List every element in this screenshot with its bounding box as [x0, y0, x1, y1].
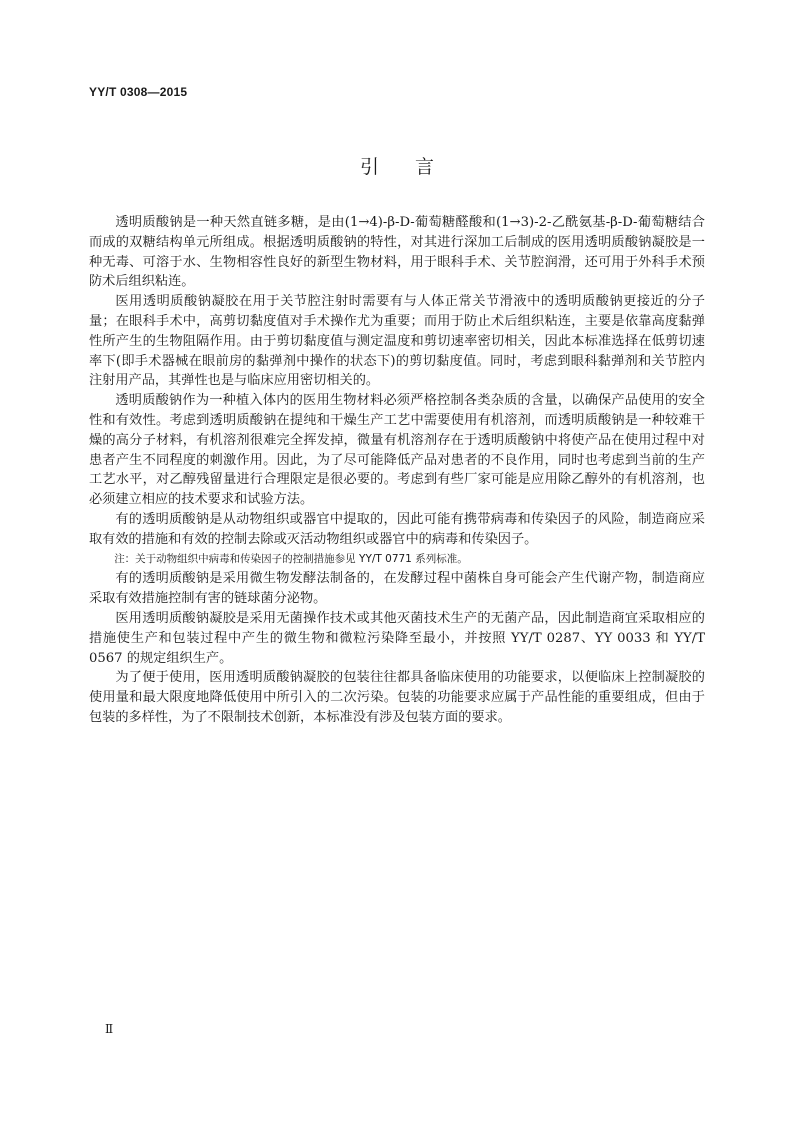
paragraph-5: 有的透明质酸钠是采用微生物发酵法制备的，在发酵过程中菌株自身可能会产生代谢产物，制造商应采取有效措施控制有害的链球菌分泌物。 [89, 571, 705, 607]
page-number: Ⅱ [105, 1022, 114, 1036]
paragraph-4: 有的透明质酸钠是从动物组织或器官中提取的，因此可能有携带病毒和传染因子的风险，制造商应采取有效的措施和有效的控制去除或灭活动物组织或器官中的病毒和传染因子。 [89, 511, 705, 547]
paragraph-6: 医用透明质酸钠凝胶是采用无菌操作技术或其他灭菌技术生产的无菌产品，因此制造商宜采取相应的措施使生产和包装过程中产生的微生物和微粒污染降至最小，并按照 YY/T 0287、YY 0033 和 YY/T 0567 的规定组织生产。 [89, 610, 705, 666]
document-body [89, 213, 705, 728]
note: 注：关于动物组织中病毒和传染因子的控制措施参见 YY/T 0771 系列标准。 [114, 552, 468, 565]
page-title: 引言 [359, 156, 470, 178]
document-code: YY/T 0308—2015 [89, 85, 188, 99]
paragraph-2: 医用透明质酸钠凝胶在用于关节腔注射时需要有与人体正常关节滑液中的透明质酸钠更接近的分子量；在眼科手术中，高剪切黏度值对手术操作尤为重要；而用于防止术后组织粘连，主要是依靠高度黏弹性所产生的生物阻隔作用。由于剪切黏度值与测定温度和剪切速率密切相关，因此本标准选择在低剪切速率下(即手术器械在眼前房的黏弹剂中操作的状态下)的剪切黏度值。同时，考虑到眼科黏弹剂和关节腔内注射用产品，其弹性也是与临床应用密切相关的。 [89, 294, 705, 389]
paragraph-7: 为了便于使用，医用透明质酸钠凝胶的包装往往都具备临床使用的功能要求，以便临床上控制凝胶的使用量和最大限度地降低使用中所引入的二次污染。包装的功能要求应属于产品性能的重要组成，但由于包装的多样性，为了不限制技术创新，本标准没有涉及包装方面的要求。 [89, 670, 705, 725]
paragraph-3: 透明质酸钠作为一种植入体内的医用生物材料必须严格控制各类杂质的含量，以确保产品使用的安全性和有效性。考虑到透明质酸钠在提纯和干燥生产工艺中需要使用有机溶剂，而透明质酸钠是一种较难干燥的高分子材料，有机溶剂很难完全挥发掉，微量有机溶剂存在于透明质酸钠中将使产品在使用过程中对患者产生不同程度的刺激作用。因此，为了尽可能降低产品对患者的不良作用，同时也考虑到当前的生产工艺水平，对乙醇残留量进行合理限定是很必要的。考虑到有些厂家可能是应用除乙醇外的有机溶剂，也必须建立相应的技术要求和试验方法。 [89, 393, 705, 508]
paragraph-1: 透明质酸钠是一种天然直链多糖，是由(1→4)-β-D-葡萄糖醛酸和(1→3)-2-乙酰氨基-β-D-葡萄糖结合而成的双糖结构单元所组成。根据透明质酸钠的特性，对其进行深加工后制成的医用透明质酸钠凝胶是一种无毒、可溶于水、生物相容性良好的新型生物材料，用于眼科手术、关节腔润滑，还可用于外科手术预防术后组织粘连。 [89, 215, 705, 290]
